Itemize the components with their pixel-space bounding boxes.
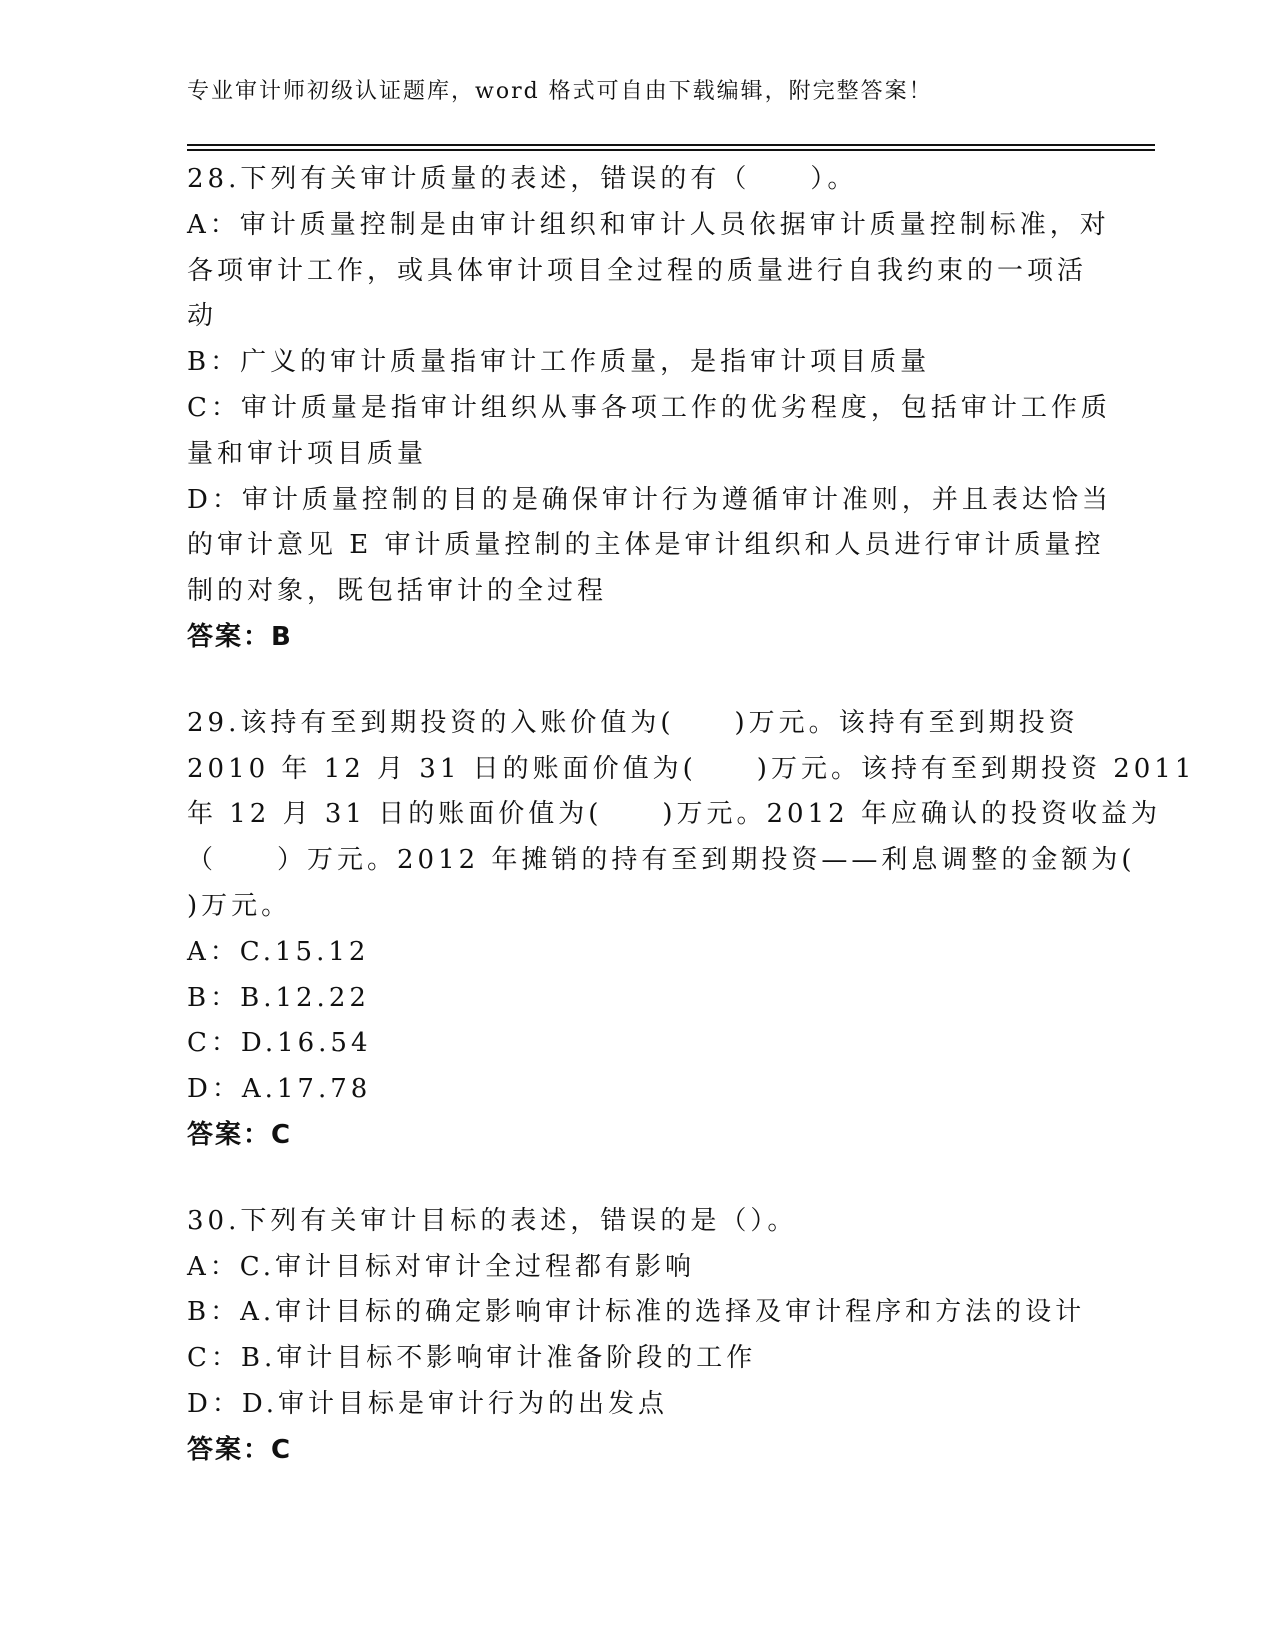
option-b: B：A.审计目标的确定影响审计标准的选择及审计程序和方法的设计 <box>187 1297 1086 1328</box>
option-d-continued: 的审计意见 E 审计质量控制的主体是审计组织和人员进行审计质量控 <box>187 530 1105 561</box>
option-c-continued: 量和审计项目质量 <box>187 438 428 469</box>
option-b: B：B.12.22 <box>187 982 370 1013</box>
option-c: C：B.审计目标不影响审计准备阶段的工作 <box>187 1343 757 1374</box>
option-d: D：A.17.78 <box>187 1074 372 1105</box>
question-stem: 28.下列有关审计质量的表述，错误的有（ ）。 <box>187 164 858 194</box>
option-a-continued: 各项审计工作，或具体审计项目全过程的质量进行自我约束的一项活 <box>187 255 1088 286</box>
question-stem-continued: )万元。 <box>187 890 292 921</box>
header-divider <box>187 144 1155 151</box>
option-a: A：C.15.12 <box>187 936 370 967</box>
question-stem-continued: 年 12 月 31 日的账面价值为( )万元。2012 年应确认的投资收益为 <box>187 799 1161 830</box>
question-stem: 29.该持有至到期投资的入账价值为( )万元。该持有至到期投资 <box>187 707 1079 738</box>
question-30 <box>187 1199 1087 1474</box>
answer-label: 答案：C <box>187 1119 293 1150</box>
answer-label: 答案：C <box>187 1434 293 1465</box>
question-stem-continued: （ ）万元。2012 年摊销的持有至到期投资——利息调整的金额为( <box>187 845 1136 876</box>
option-c: C：审计质量是指审计组织从事各项工作的优劣程度，包括审计工作质 <box>187 392 1111 423</box>
option-a-continued: 动 <box>187 301 218 332</box>
question-stem: 30.下列有关审计目标的表述，错误的是（）。 <box>187 1205 798 1236</box>
option-a: A：C.审计目标对审计全过程都有影响 <box>187 1251 696 1282</box>
option-b: B：广义的审计质量指审计工作质量，是指审计项目质量 <box>187 347 931 378</box>
answer-label: 答案：B <box>187 621 293 652</box>
question-stem-continued: 2010 年 12 月 31 日的账面价值为( )万元。该持有至到期投资 2011 <box>187 753 1196 784</box>
question-28 <box>187 157 1112 661</box>
option-d: D：审计质量控制的目的是确保审计行为遵循审计准则，并且表达恰当 <box>187 484 1112 515</box>
option-d: D：D.审计目标是审计行为的出发点 <box>187 1388 669 1419</box>
option-a: A：审计质量控制是由审计组织和审计人员依据审计质量控制标准，对 <box>187 209 1110 240</box>
option-d-continued: 制的对象，既包括审计的全过程 <box>187 576 608 607</box>
option-c: C：D.16.54 <box>187 1028 372 1059</box>
question-list <box>187 157 1196 1514</box>
question-29 <box>187 701 1196 1159</box>
page-header: 专业审计师初级认证题库，word 格式可自由下载编辑，附完整答案！ <box>187 79 933 104</box>
